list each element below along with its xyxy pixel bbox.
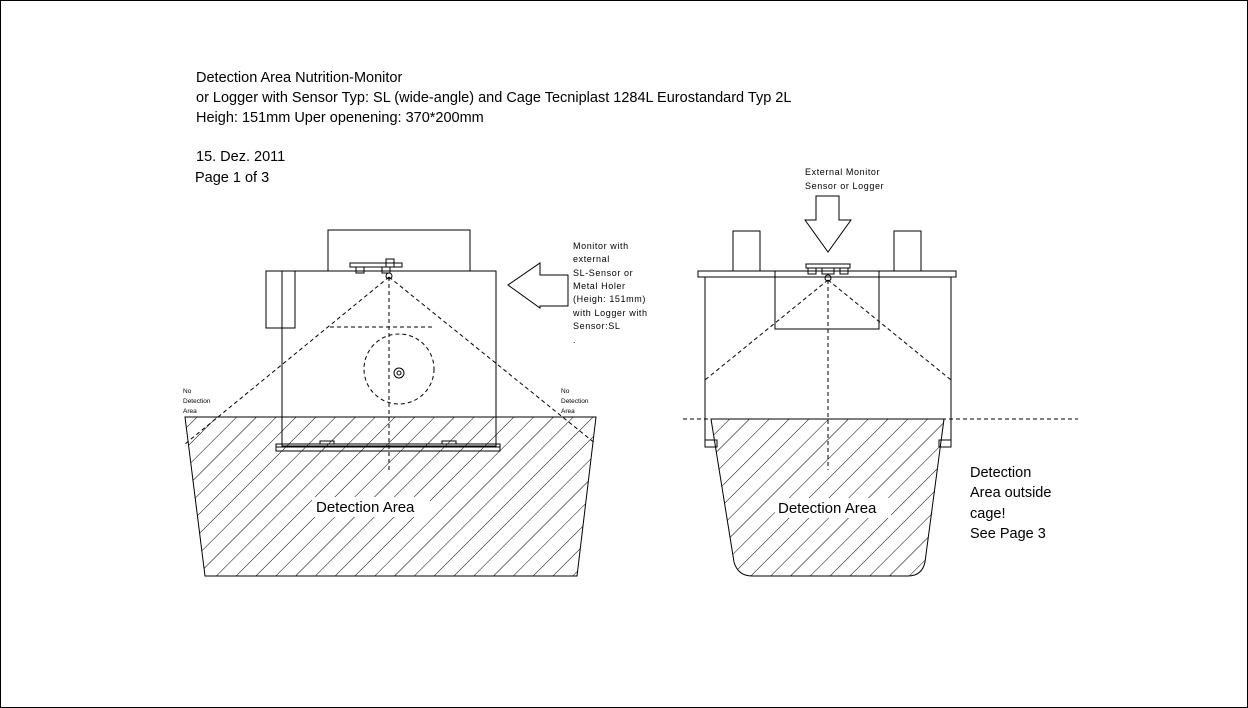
- right-sensor: [806, 264, 850, 281]
- header-line-1: Detection Area Nutrition-Monitor: [196, 70, 403, 86]
- right-view: [683, 167, 1078, 576]
- left-callout-line-4: Metal Holer: [573, 281, 626, 291]
- left-callout-line-8: .: [573, 335, 577, 345]
- left-callout-line-7: Sensor:SL: [573, 321, 621, 331]
- left-callout-line-6: with Logger with: [573, 308, 648, 318]
- right-cone-left: [705, 280, 828, 380]
- right-post-left: [733, 231, 760, 271]
- header-line-3: Heigh: 151mm Uper openening: 370*200mm: [196, 110, 484, 126]
- left-side-box: [266, 271, 295, 328]
- left-no-detection-a-line-3: Area: [183, 408, 197, 415]
- left-detection-area: [185, 417, 596, 576]
- right-note-line-2: Area outside: [970, 485, 1052, 501]
- left-no-detection-b-line-3: Area: [561, 408, 575, 415]
- left-center-dot: [397, 371, 401, 375]
- left-callout-line-3: SL-Sensor or: [573, 268, 634, 278]
- right-note-line-4: See Page 3: [970, 526, 1046, 542]
- left-no-detection-b-line-2: Detection: [561, 398, 589, 405]
- header-line-2: or Logger with Sensor Typ: SL (wide-angle) and Cage Tecniplast 1284L Eurostandard Typ 2L: [196, 90, 792, 106]
- left-sensor: [350, 259, 402, 279]
- right-callout: [805, 167, 884, 191]
- left-no-detection-label-b: [561, 388, 590, 415]
- left-center-mark: [394, 368, 404, 378]
- left-no-detection-a-line-2: Detection: [183, 398, 211, 405]
- left-callout-line-2: external: [573, 254, 610, 264]
- left-no-detection-b-line-1: No: [561, 388, 570, 395]
- left-view: [183, 230, 651, 576]
- right-note-line-1: Detection: [970, 465, 1032, 481]
- left-arrow-icon: [508, 263, 568, 308]
- right-note: [970, 465, 1055, 542]
- right-note-line-3: cage!: [970, 506, 1006, 522]
- page-frame: [1, 1, 1248, 708]
- right-callout-line-1: External Monitor: [805, 167, 881, 177]
- left-callout-line-5: (Heigh: 151mm): [573, 294, 646, 304]
- left-detection-circle: [364, 334, 434, 404]
- right-area-label: Detection Area: [778, 500, 877, 517]
- left-area-label: Detection Area: [316, 499, 415, 516]
- right-inner-box: [775, 271, 879, 329]
- left-no-detection-a-line-1: No: [183, 388, 192, 395]
- right-post-right: [894, 231, 921, 271]
- right-arrow-icon: [805, 196, 851, 252]
- left-no-detection-label-a: [183, 388, 212, 415]
- left-callout: [572, 241, 651, 345]
- header-page: Page 1 of 3: [195, 170, 270, 186]
- header-date: 15. Dez. 2011: [196, 149, 286, 165]
- right-cone-right: [828, 280, 951, 380]
- left-top-box: [328, 230, 470, 271]
- left-callout-line-1: Monitor with: [573, 241, 629, 251]
- right-callout-line-2: Sensor or Logger: [805, 181, 885, 191]
